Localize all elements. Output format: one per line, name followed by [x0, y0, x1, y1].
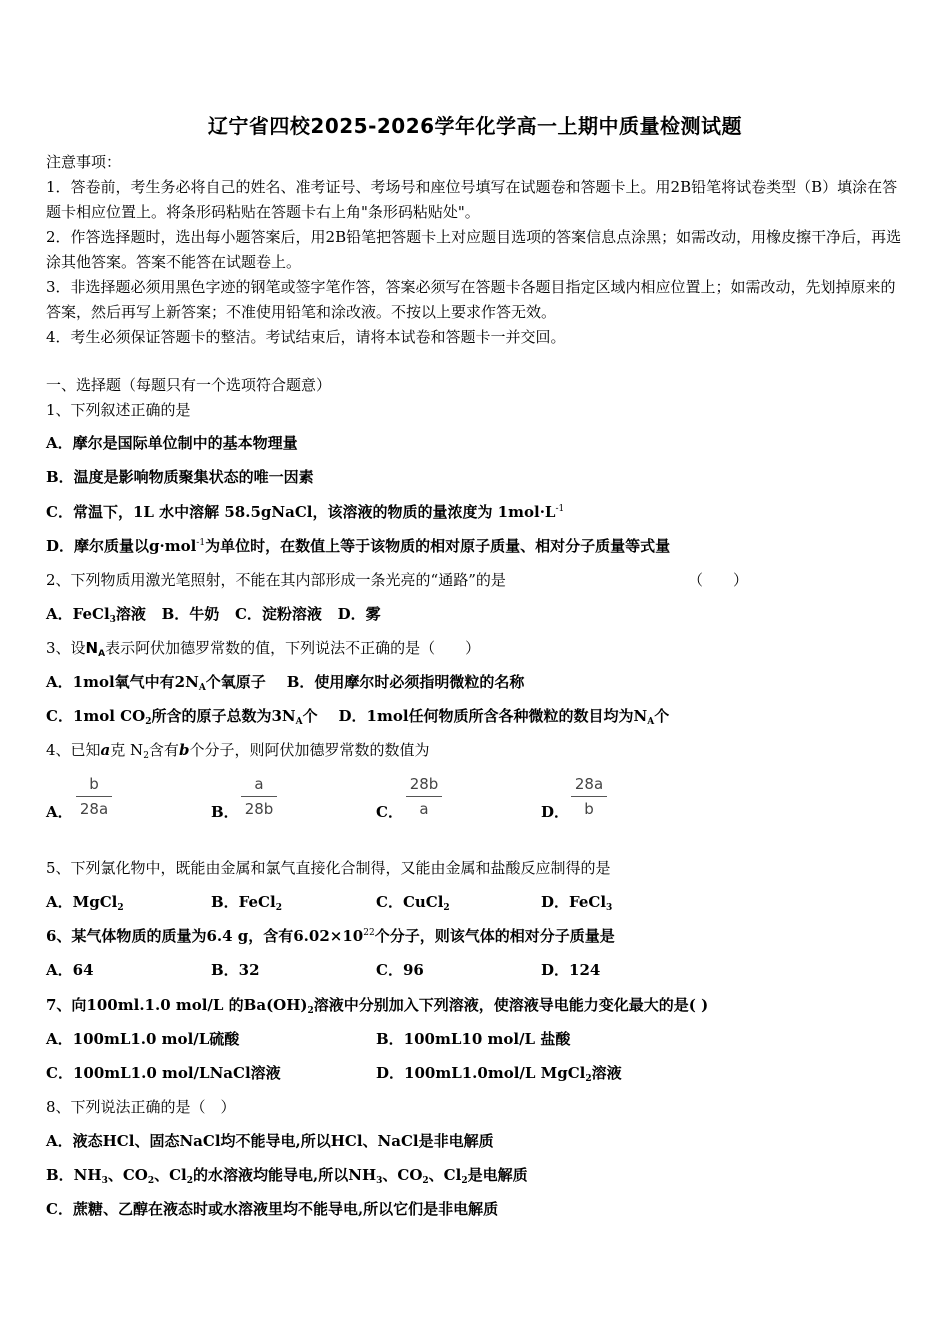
fraction-bar	[406, 796, 442, 797]
option-letter: B．	[211, 803, 239, 821]
question-7-option-b: B．100mL10 mol/L 盐酸	[376, 1030, 571, 1048]
question-5-option-c: C．CuCl$_2$	[376, 893, 450, 913]
denominator: b	[584, 800, 594, 818]
option-d: D．雾	[337, 605, 381, 623]
question-6-option-c: C．96	[376, 961, 424, 979]
option-b: B．牛奶	[161, 605, 220, 623]
option-letter: A．	[46, 803, 73, 821]
question-7-option-c: C．100mL1.0 mol/LNaCl溶液	[46, 1064, 281, 1082]
fraction-bar	[571, 796, 607, 797]
question-3-stem: 3、设$N_A$表示阿伏加德罗常数的值，下列说法不正确的是（ ）	[46, 639, 481, 659]
question-2-answer-blank: （ ）	[688, 571, 749, 589]
numerator: 28a	[574, 775, 604, 793]
denominator: 28b	[244, 800, 274, 818]
question-7-option-a: A．100mL1.0 mol/L硫酸	[46, 1030, 240, 1048]
question-6-stem: 6、某气体物质的质量为6.4 g，含有$6.02\times 10^{22}$个分子，则该气体的相对分子质量是	[46, 927, 615, 945]
question-1-option-a: A．摩尔是国际单位制中的基本物理量	[46, 434, 298, 452]
question-4-option-b	[211, 773, 291, 825]
question-4-option-d	[541, 773, 621, 825]
numerator: b	[89, 775, 99, 793]
question-2-options	[46, 603, 381, 625]
question-6-option-d: D．124	[541, 961, 601, 979]
question-5-option-a: A．MgCl$_2$	[46, 893, 124, 913]
notice-item-1: 1．答卷前，考生务必将自己的姓名、准考证号、考场号和座位号填写在试题卷和答题卡上。用2B铅笔将试卷类型（B）填涂在答题卡相应位置上。将条形码粘贴在答题卡右上角"条形码粘贴处"。	[46, 178, 898, 221]
option-letter: C．	[376, 803, 403, 821]
fraction-bar	[76, 796, 112, 797]
fraction-bar	[241, 796, 277, 797]
option-d-text-post: 为单位时，在数值上等于该物质的相对原子质量、相对分子质量等式量	[205, 537, 671, 555]
denominator: 28a	[79, 800, 109, 818]
question-1-stem: 1、下列叙述正确的是	[46, 401, 191, 419]
notice-item-3: 3．非选择题必须用黑色字迹的钢笔或签字笔作答，答案必须写在答题卡各题目指定区域内相应位置上；如需改动，先划掉原来的答案，然后再写上新答案；不准使用铅笔和涂改液。不按以上要求作答无效。	[46, 278, 896, 321]
question-3-options-ab	[46, 671, 524, 693]
var-b: b	[178, 741, 190, 759]
fraction	[241, 773, 277, 820]
question-5-option-b: B．FeCl$_2$	[211, 893, 282, 913]
question-1-option-c	[46, 501, 564, 523]
question-8-option-a: A．液态HCl、固态NaCl均不能导电,所以HCl、NaCl是非电解质	[46, 1132, 494, 1150]
question-4-option-a	[46, 773, 126, 825]
fraction	[406, 773, 442, 820]
option-b: B．使用摩尔时必须指明微粒的名称	[286, 673, 525, 691]
option-a: A．1mol氧气中有$2N_A$个氧原子	[46, 673, 266, 693]
numerator: 28b	[409, 775, 439, 793]
option-d: D．1mol任何物质所含各种微粒的数目均为$N_A$个	[338, 707, 670, 727]
page-title: 辽宁省四校2025-2026学年化学高一上期中质量检测试题	[207, 114, 743, 138]
superscript: -1	[196, 538, 206, 548]
option-a: A．FeCl$_3$溶液	[46, 605, 146, 625]
question-8-option-c: C．蔗糖、乙醇在液态时或水溶液里均不能导电,所以它们是非电解质	[46, 1200, 499, 1218]
question-8-option-b: B．$NH_3$、$CO_2$、$Cl_2$的水溶液均能导电,所以$NH_3$、$CO_2$、$Cl_2$是电解质	[46, 1166, 528, 1186]
fraction	[571, 773, 607, 820]
notice-item-2: 2．作答选择题时，选出每小题答案后，用2B铅笔把答题卡上对应题目选项的答案信息点涂黑；如需改动，用橡皮擦干净后，再选涂其他答案。答案不能答在试题卷上。	[46, 228, 902, 271]
question-7-stem: 7、向100ml.1.0 mol/L 的$Ba(OH)_2$溶液中分别加入下列溶液，使溶液导电能力变化最大的是( )	[46, 996, 709, 1016]
var-a: a	[100, 741, 111, 759]
question-8-stem: 8、下列说法正确的是（ ）	[46, 1098, 236, 1116]
section-title: 一、选择题（每题只有一个选项符合题意）	[46, 376, 332, 394]
superscript: -1	[555, 504, 565, 514]
option-c: C．淀粉溶液	[234, 605, 322, 623]
question-5-stem: 5、下列氯化物中，既能由金属和氯气直接化合制得，又能由金属和盐酸反应制得的是	[46, 859, 611, 877]
numerator: a	[254, 775, 264, 793]
option-c-text: C．常温下，1L 水中溶解 58.5gNaCl，该溶液的物质的量浓度为 1mol·L	[46, 503, 556, 521]
question-5-option-d: D．FeCl$_3$	[541, 893, 613, 913]
notice-item-4: 4．考生必须保证答题卡的整洁。考试结束后，请将本试卷和答题卡一并交回。	[46, 328, 566, 346]
question-6-option-b: B．32	[211, 961, 260, 979]
option-d-text: D．摩尔质量以g·mol	[46, 537, 197, 555]
question-4-stem: 4、已知a克 $N_2$含有b个分子，则阿伏加德罗常数的数值为	[46, 741, 430, 761]
question-2-stem: 2、下列物质用激光笔照射，不能在其内部形成一条光亮的“通路”的是	[46, 571, 506, 589]
denominator: a	[419, 800, 429, 818]
question-7-option-d: D．100mL1.0mol/L MgCl$_2$溶液	[376, 1064, 622, 1084]
option-c: C．1mol $CO_2$所含的原子总数为$3N_A$个	[46, 707, 318, 727]
question-3-options-cd	[46, 705, 669, 727]
notice-heading: 注意事项：	[46, 153, 122, 171]
question-4-option-c	[376, 773, 456, 825]
fraction	[76, 773, 112, 820]
question-6-option-a: A．64	[46, 961, 94, 979]
question-1-option-b: B．温度是影响物质聚集状态的唯一因素	[46, 468, 314, 486]
question-1-option-d	[46, 535, 670, 557]
na-symbol: N	[85, 639, 99, 657]
option-letter: D．	[541, 803, 570, 821]
